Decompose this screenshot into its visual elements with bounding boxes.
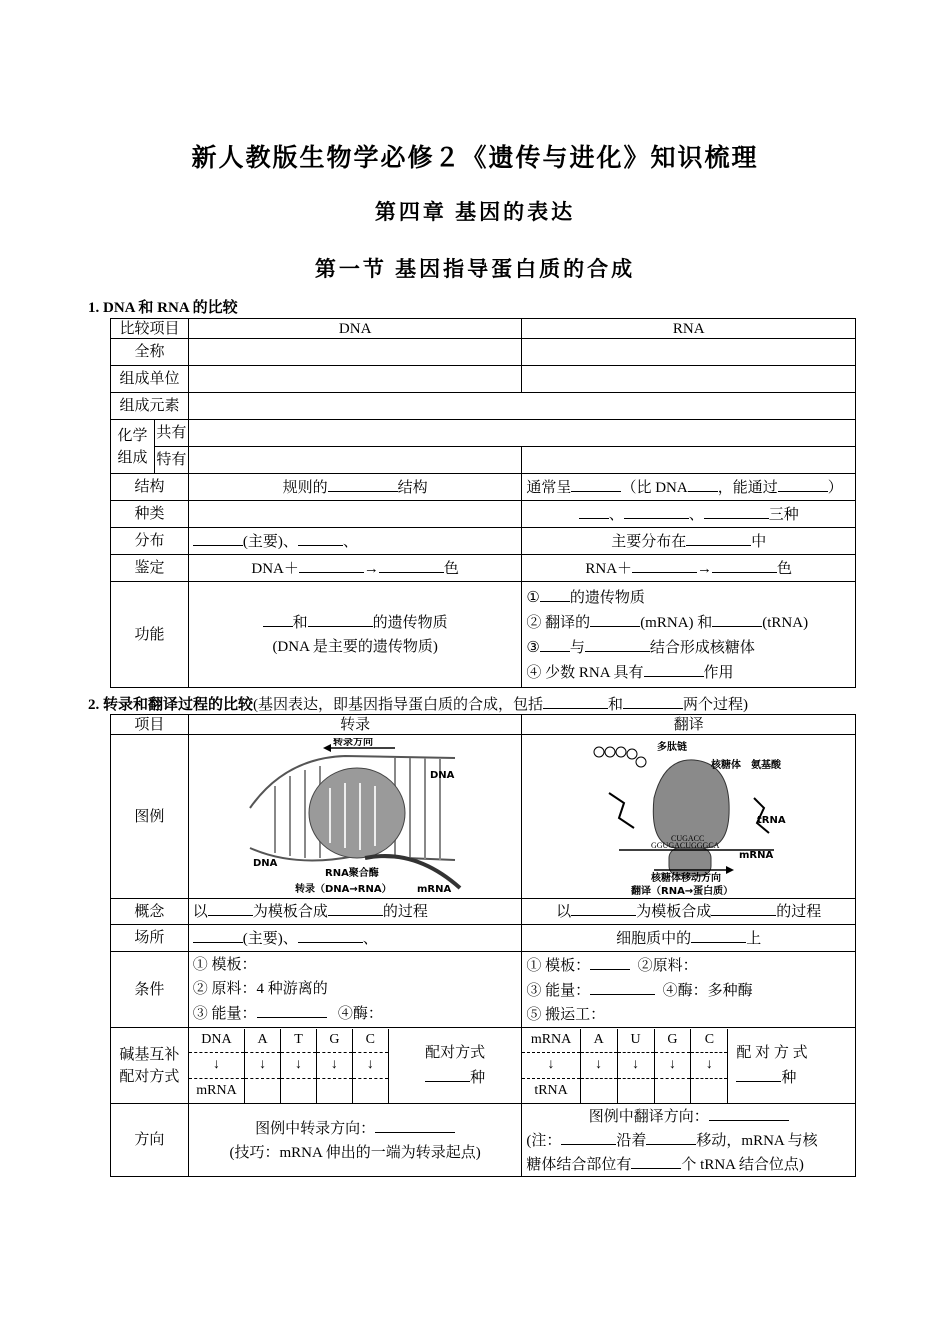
blank[interactable]	[579, 502, 609, 519]
table-row	[111, 420, 856, 447]
blank[interactable]	[379, 556, 444, 573]
pair-base: A	[580, 1029, 617, 1053]
blank[interactable]	[590, 610, 640, 627]
label-tx-dna1: DNA	[430, 769, 455, 781]
blank[interactable]	[571, 475, 621, 492]
blank[interactable]	[308, 610, 373, 627]
label-gongyou: 共有	[154, 420, 188, 447]
down-arrow-icon: ↓	[580, 1053, 617, 1078]
table-row	[111, 319, 856, 339]
tx-pairing-note: 配对方式 种	[425, 1045, 486, 1086]
label-tl-trna: tRNA	[756, 814, 786, 826]
cell-jianji-tl	[522, 1028, 856, 1104]
pair-blank[interactable]	[580, 1078, 617, 1102]
blank[interactable]	[709, 1104, 789, 1121]
table-row	[111, 582, 856, 688]
table-row	[111, 952, 856, 1028]
down-arrow-icon: ↓	[691, 1053, 728, 1078]
cell-blank[interactable]	[188, 366, 522, 393]
label-tl-peptide: 多肽链	[656, 741, 687, 753]
pair-head: mRNA	[189, 1078, 245, 1102]
transcription-translation-table	[110, 714, 856, 1177]
label-jianji: 碱基互补配对方式	[111, 1028, 189, 1104]
cell-gongneng-dna: 和 的遗传物质 (DNA 是主要的遗传物质)	[188, 582, 522, 688]
header-translation: 翻译	[522, 715, 856, 735]
transcription-figure-cell	[188, 735, 522, 899]
label-tx-dna2: DNA	[253, 857, 278, 869]
blank[interactable]	[712, 556, 777, 573]
label-tx-pol: RNA聚合酶	[325, 867, 379, 879]
blank[interactable]	[425, 1065, 470, 1082]
blank[interactable]	[585, 635, 650, 652]
pair-base: C	[691, 1029, 728, 1053]
cell-blank[interactable]	[188, 393, 855, 420]
table-row	[111, 339, 856, 366]
header-item: 项目	[111, 715, 189, 735]
header-rna: RNA	[522, 319, 856, 339]
down-arrow-icon: ↓	[654, 1053, 691, 1078]
table-row	[111, 925, 856, 952]
down-arrow-icon: ↓	[281, 1053, 317, 1078]
blank[interactable]	[540, 585, 570, 602]
down-arrow-icon: ↓	[352, 1053, 388, 1078]
cell-fangxiang-tl: 图例中翻译方向： (注： 沿着 移动，mRNA 与核 糖体结合部位有 个 tRNA 结合位点)	[522, 1104, 856, 1177]
label-quancheng: 全称	[111, 339, 189, 366]
blank[interactable]	[298, 529, 343, 546]
table-row	[111, 528, 856, 555]
label-danwei: 组成单位	[111, 366, 189, 393]
header-transcription: 转录	[188, 715, 522, 735]
cell-tiaojian-tl: ① 模板： ②原料： ③ 能量： ④酶：多种酶 ⑤ 搬运工：	[522, 952, 856, 1028]
header-dna: DNA	[188, 319, 522, 339]
down-arrow-icon: ↓	[245, 1053, 281, 1078]
cell-blank[interactable]	[188, 501, 522, 528]
pair-base: A	[245, 1029, 281, 1053]
cell-blank[interactable]	[522, 339, 856, 366]
blank[interactable]	[632, 556, 697, 573]
part2-heading: 2. 转录和翻译过程的比较(基因表达，即基因指导蛋白质的合成，包括 和 两个过程)	[88, 692, 748, 714]
label-tl-ribosome: 核糖体	[710, 759, 741, 771]
blank[interactable]	[543, 692, 608, 709]
table-row	[111, 1104, 856, 1177]
cell-blank[interactable]	[188, 420, 855, 447]
label-yuansu: 组成元素	[111, 393, 189, 420]
cell-fangxiang-tx: 图例中转录方向： (技巧：mRNA 伸出的一端为转录起点)	[188, 1104, 522, 1177]
label-gainian: 概念	[111, 899, 189, 925]
cell-gainian-tx: 以 为模板合成 的过程	[188, 899, 522, 925]
down-arrow-icon: ↓	[316, 1053, 352, 1078]
transcription-figure	[245, 738, 465, 896]
label-jiegou: 结构	[111, 474, 189, 501]
blank[interactable]	[298, 926, 363, 943]
blank[interactable]	[631, 1152, 681, 1169]
blank[interactable]	[646, 1128, 696, 1145]
blank[interactable]	[624, 502, 689, 519]
cell-zhonglei-rna: 、 、 三种	[522, 501, 856, 528]
label-tl-codons: GGUGACUGGGCA	[650, 840, 720, 850]
blank[interactable]	[644, 660, 704, 677]
pair-blank[interactable]	[245, 1078, 281, 1102]
table-row	[111, 393, 856, 420]
section-title: 第一节 基因指导蛋白质的合成	[314, 257, 636, 281]
down-arrow-icon: ↓	[522, 1053, 580, 1078]
label-tiaojian: 条件	[111, 952, 189, 1028]
pair-blank[interactable]	[617, 1078, 654, 1102]
pair-blank[interactable]	[691, 1078, 728, 1102]
cell-blank[interactable]	[522, 447, 856, 474]
label-tl-caption: 翻译（RNA→蛋白质）	[630, 885, 733, 896]
blank[interactable]	[691, 926, 746, 943]
chapter-title: 第四章 基因的表达	[374, 200, 576, 224]
pair-base: T	[281, 1029, 317, 1053]
dna-rna-table	[110, 318, 856, 688]
pair-base: G	[654, 1029, 691, 1053]
blank[interactable]	[736, 1065, 781, 1082]
pair-blank[interactable]	[654, 1078, 691, 1102]
translation-figure-cell	[522, 735, 856, 899]
label-tx-caption: 转录（DNA→RNA）	[295, 883, 392, 895]
cell-changsuo-tl: 细胞质中的 上	[522, 925, 856, 952]
pair-blank[interactable]	[281, 1078, 317, 1102]
blank[interactable]	[711, 899, 776, 916]
cell-gongneng-rna: ① 的遗传物质 ② 翻译的 (mRNA) 和 (tRNA) ③ 与 结合形成核糖体 ④ 少数 RNA 具有 作用	[522, 582, 856, 688]
cell-jiegou-dna: 规则的 结构	[188, 474, 522, 501]
blank[interactable]	[571, 899, 636, 916]
cell-tiaojian-tx: ① 模板： ② 原料：4 种游离的 ③ 能量： ④酶：	[188, 952, 522, 1028]
pair-head: tRNA	[522, 1078, 580, 1102]
pair-blank[interactable]	[352, 1078, 388, 1102]
header-item: 比较项目	[111, 319, 189, 339]
part1-heading: 1. DNA 和 RNA 的比较	[88, 300, 238, 316]
table-row	[111, 474, 856, 501]
table-row	[111, 735, 856, 899]
tx-pairing-grid	[189, 1029, 522, 1103]
pair-head: mRNA	[522, 1029, 580, 1053]
label-tuli: 图例	[111, 735, 189, 899]
blank[interactable]	[778, 475, 828, 492]
table-row	[111, 555, 856, 582]
label-tl-move: 核糖体移动方向	[650, 872, 721, 884]
blank[interactable]	[193, 529, 243, 546]
table-row	[111, 501, 856, 528]
blank[interactable]	[623, 692, 683, 709]
pair-base: G	[316, 1029, 352, 1053]
main-title: 新人教版生物学必修２《遗传与进化》知识梳理	[191, 145, 759, 172]
table-row	[111, 366, 856, 393]
pair-base: U	[617, 1029, 654, 1053]
cell-jiegou-rna: 通常呈 （比 DNA ，能通过 ）	[522, 474, 856, 501]
tl-pairing-note: 配 对 方 式 种	[736, 1045, 808, 1086]
cell-jianji-tx	[188, 1028, 522, 1104]
table-row	[111, 899, 856, 925]
label-changsuo: 场所	[111, 925, 189, 952]
label-tl-aa: 氨基酸	[750, 759, 781, 771]
cell-blank[interactable]	[188, 447, 522, 474]
blank[interactable]	[561, 1128, 616, 1145]
blank[interactable]	[712, 610, 762, 627]
label-fangxiang: 方向	[111, 1104, 189, 1177]
label-huaxue: 化学组成	[111, 420, 155, 474]
blank[interactable]	[299, 556, 364, 573]
blank[interactable]	[257, 1001, 327, 1018]
label-tl-anticodon: CUGACC	[670, 833, 705, 843]
blank[interactable]	[686, 529, 751, 546]
cell-fenbu-rna: 主要分布在 中	[522, 528, 856, 555]
table-row	[111, 1028, 856, 1104]
cell-fenbu-dna: (主要)、 、	[188, 528, 522, 555]
label-tx-mrna: mRNA	[417, 883, 452, 895]
cell-blank[interactable]	[522, 366, 856, 393]
label-zhonglei: 种类	[111, 501, 189, 528]
translation-figure	[579, 738, 799, 896]
down-arrow-icon: ↓	[617, 1053, 654, 1078]
blank[interactable]	[590, 978, 655, 995]
label-fenbu: 分布	[111, 528, 189, 555]
pair-base: C	[352, 1029, 388, 1053]
blank[interactable]	[328, 475, 398, 492]
blank[interactable]	[688, 475, 718, 492]
cell-jianding-dna: DNA＋ → 色	[188, 555, 522, 582]
pair-blank[interactable]	[316, 1078, 352, 1102]
blank[interactable]	[193, 926, 243, 943]
blank[interactable]	[590, 953, 630, 970]
blank[interactable]	[375, 1116, 455, 1133]
blank[interactable]	[263, 610, 293, 627]
tl-pairing-grid	[522, 1029, 855, 1103]
cell-jianding-rna: RNA＋ → 色	[522, 555, 856, 582]
label-teyou: 特有	[154, 447, 188, 474]
table-row	[111, 447, 856, 474]
cell-gainian-tl: 以 为模板合成 的过程	[522, 899, 856, 925]
blank[interactable]	[328, 899, 383, 916]
cell-changsuo-tx: (主要)、 、	[188, 925, 522, 952]
table-row	[111, 715, 856, 735]
label-jianding: 鉴定	[111, 555, 189, 582]
blank[interactable]	[208, 899, 253, 916]
label-tx-dir: 转录方向	[333, 737, 374, 748]
label-gongneng: 功能	[111, 582, 189, 688]
cell-blank[interactable]	[188, 339, 522, 366]
blank[interactable]	[540, 635, 570, 652]
down-arrow-icon: ↓	[189, 1053, 245, 1078]
blank[interactable]	[704, 502, 769, 519]
pair-head: DNA	[189, 1029, 245, 1053]
label-tl-mrna: mRNA	[738, 849, 773, 861]
